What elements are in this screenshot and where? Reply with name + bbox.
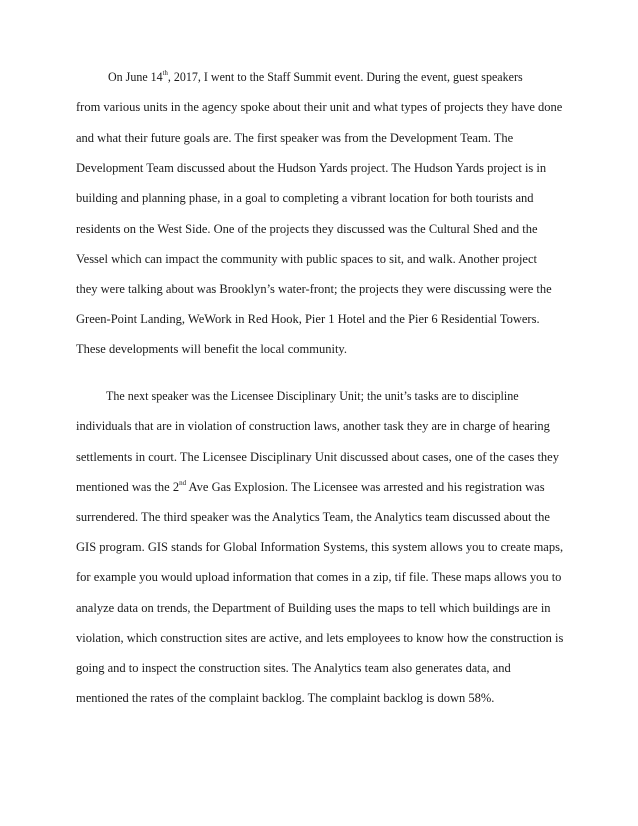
line-text: mentioned was the 2 <box>76 480 180 494</box>
paragraph-2-line-8: analyze data on trends, the Department of Building uses the maps to tell which buildings are in <box>76 601 551 615</box>
paragraph-2-line-4 <box>76 479 576 495</box>
paragraph-2-line-2: individuals that are in violation of construction laws, another task they are in charge of hearing <box>76 419 550 433</box>
paragraph-1-line-7: Vessel which can impact the community with public spaces to sit, and walk. Another project <box>76 252 538 266</box>
paragraph-1-line-3: and what their future goals are. The first speaker was from the Development Team. The <box>76 131 514 145</box>
paragraph-1-line-10: These developments will benefit the local community. <box>76 342 347 356</box>
paragraph-1-line-6: residents on the West Side. One of the projects they discussed was the Cultural Shed and the <box>76 222 538 236</box>
paragraph-1-line-1 <box>108 69 588 85</box>
paragraph-1-line-9: Green-Point Landing, WeWork in Red Hook, Pier 1 Hotel and the Pier 6 Residential Towers. <box>76 312 540 326</box>
paragraph-2-line-9: violation, which construction sites are active, and lets employees to know how the construction is <box>76 631 564 645</box>
paragraph-2-line-1: The next speaker was the Licensee Disciplinary Unit; the unit’s tasks are to discipline <box>106 389 519 403</box>
paragraph-2-line-3: settlements in court. The Licensee Disciplinary Unit discussed about cases, one of the cases they <box>76 450 559 464</box>
paragraph-1-line-4: Development Team discussed about the Hudson Yards project. The Hudson Yards project is in <box>76 161 547 175</box>
paragraph-2-line-10: going and to inspect the construction sites. The Analytics team also generates data, and <box>76 661 511 675</box>
line-text: On June 14 <box>108 70 163 84</box>
line-text: , 2017, I went to the Staff Summit event. During the event, guest speakers <box>167 70 523 84</box>
line-text: Ave Gas Explosion. The Licensee was arrested and his registration was <box>186 480 545 494</box>
paragraph-2-line-11: mentioned the rates of the complaint backlog. The complaint backlog is down 58%. <box>76 691 495 705</box>
paragraph-2-line-5: surrendered. The third speaker was the Analytics Team, the Analytics team discussed about the <box>76 510 550 524</box>
paragraph-1-line-8: they were talking about was Brooklyn’s water-front; the projects they were discussing were the <box>76 282 552 296</box>
paragraph-1-line-5: building and planning phase, in a goal to completing a vibrant location for both tourists and <box>76 191 534 205</box>
paragraph-1-line-2: from various units in the agency spoke about their unit and what types of projects they have done <box>76 100 563 114</box>
ordinal-suffix: nd <box>179 478 187 487</box>
ordinal-suffix: th <box>162 68 168 77</box>
paragraph-2-line-7: for example you would upload information that comes in a zip, tif file. These maps allows you to <box>76 570 562 584</box>
paragraph-2-line-6: GIS program. GIS stands for Global Information Systems, this system allows you to create maps, <box>76 540 564 554</box>
